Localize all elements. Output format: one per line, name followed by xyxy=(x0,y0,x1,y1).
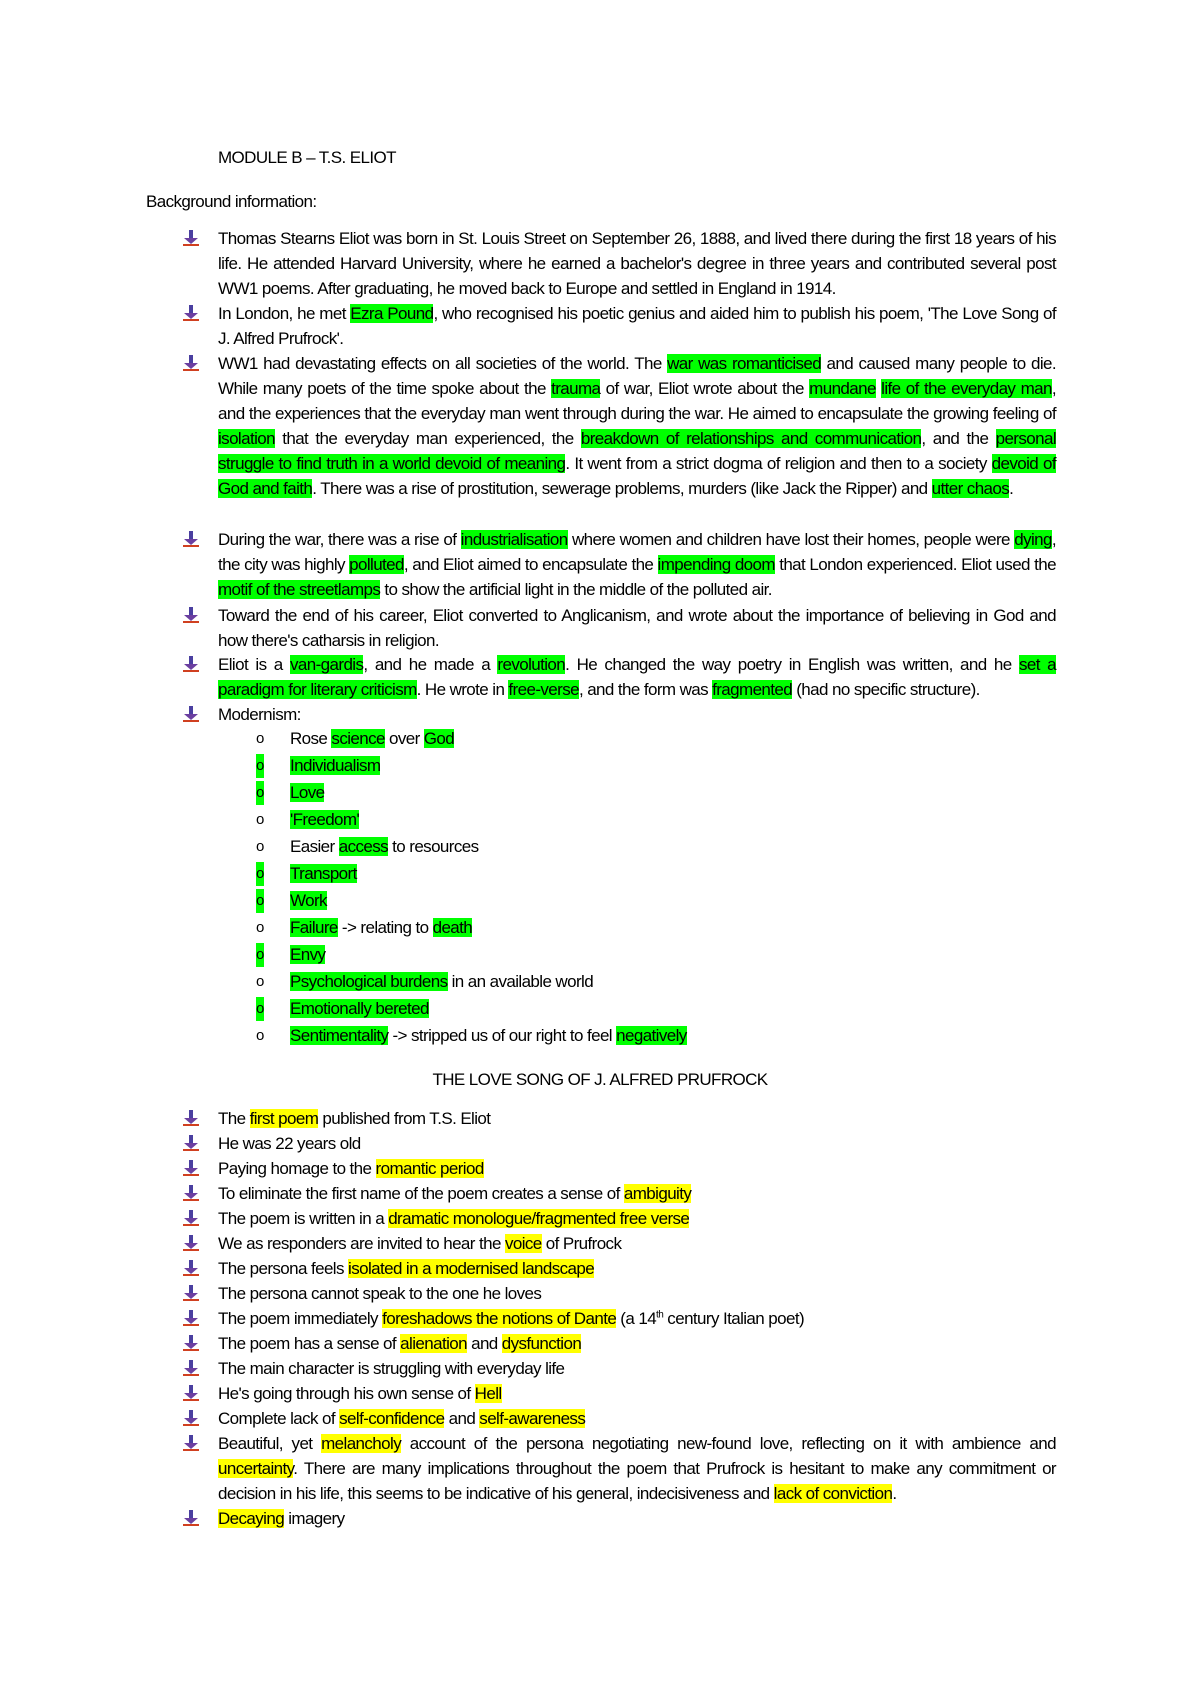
bullet-item xyxy=(218,1356,1056,1381)
highlight-green: polluted xyxy=(349,555,404,574)
highlight-green: Failure xyxy=(290,918,338,937)
highlight-yellow: isolated in a modernised landscape xyxy=(348,1259,595,1278)
bullet-item xyxy=(218,1231,1056,1256)
text-run: Eliot is a xyxy=(218,655,290,674)
highlight-green: death xyxy=(432,918,473,937)
sub-bullet-marker: o xyxy=(256,754,264,778)
modernism-item xyxy=(256,1024,687,1048)
text-run: that the everyday man experienced, the xyxy=(274,429,581,448)
bullet-item xyxy=(218,1306,1056,1331)
text-run: Paying homage to the xyxy=(218,1159,376,1178)
text-run: To eliminate the first name of the poem creates a sense of xyxy=(218,1184,624,1203)
highlight-green: negatively xyxy=(616,1026,687,1045)
highlight-green: 'Freedom' xyxy=(290,810,360,829)
modernism-item xyxy=(256,997,429,1021)
highlight-green: industrialisation xyxy=(460,530,568,549)
text-run: -> stripped us of our right to feel xyxy=(388,1026,617,1045)
highlight-yellow: dysfunction xyxy=(501,1334,582,1353)
highlight-green: Work xyxy=(290,891,327,910)
text-run: , and the form was xyxy=(578,680,713,699)
text-run: WW1 had devastating effects on all societies of the world. The xyxy=(218,354,668,373)
text-run: over xyxy=(384,729,424,748)
bullet-item xyxy=(218,351,1056,501)
text-run: , the city was highly xyxy=(218,530,1056,574)
arrow-bullet-icon xyxy=(182,1409,200,1427)
text-run: Modernism: xyxy=(218,705,301,724)
arrow-bullet-icon xyxy=(182,655,200,673)
text-run: Toward the end of his career, Eliot converted to Anglicanism, and wrote about the importance of believing in God and how there's catharsis in religion. xyxy=(218,606,1056,650)
sub-bullet-marker: o xyxy=(256,862,264,886)
arrow-bullet-icon xyxy=(182,1334,200,1352)
highlight-green: set a paradigm for literary criticism xyxy=(218,655,1057,699)
highlight-green: van-gardis xyxy=(290,655,364,674)
arrow-bullet-icon xyxy=(182,1284,200,1302)
text-run: The poem immediately xyxy=(218,1309,383,1328)
sub-bullet-marker: o xyxy=(256,781,264,805)
text-run: of Prufrock xyxy=(541,1234,622,1253)
bullet-item xyxy=(218,1156,1056,1181)
text-run: During the war, there was a rise of xyxy=(218,530,461,549)
text-run: The persona feels xyxy=(218,1259,349,1278)
text-run: Thomas Stearns Eliot was born in St. Louis Street on September 26, 1888, and lived there during the first 18 years of his life. He attended Harvard University, where he earned a bachelor's degree in three years and contributed several post WW1 poems. After graduating, he moved back to Europe and settled in England in 1914. xyxy=(218,229,1056,298)
modernism-item xyxy=(256,889,327,913)
modernism-item xyxy=(256,727,455,751)
highlight-yellow: voice xyxy=(504,1234,542,1253)
bullet-item xyxy=(218,1131,1056,1156)
arrow-bullet-icon xyxy=(182,1509,200,1527)
sub-bullet-marker: o xyxy=(256,1027,264,1044)
text-run: Rose xyxy=(290,729,332,748)
highlight-yellow: Hell xyxy=(474,1384,502,1403)
highlight-green: God xyxy=(423,729,455,748)
arrow-bullet-icon xyxy=(182,229,200,247)
highlight-green: Sentimentality xyxy=(290,1026,389,1045)
highlight-green: utter chaos xyxy=(931,479,1010,498)
text-run: Easier xyxy=(290,837,339,856)
superscript: th xyxy=(656,1309,664,1321)
bullet-item xyxy=(218,652,1056,702)
text-run: century Italian poet) xyxy=(663,1309,805,1328)
text-run: We as responders are invited to hear the xyxy=(218,1234,505,1253)
bullet-item xyxy=(218,1256,1056,1281)
highlight-green: Transport xyxy=(290,864,357,883)
text-run: (a 14 xyxy=(616,1309,657,1328)
text-run: . xyxy=(892,1484,897,1503)
text-run: imagery xyxy=(284,1509,345,1528)
text-run: . xyxy=(1009,479,1014,498)
bullet-item xyxy=(218,1281,1056,1306)
highlight-green: dying xyxy=(1014,530,1052,549)
highlight-yellow: lack of conviction xyxy=(773,1484,893,1503)
text-run: . There are many implications throughout the poem that Prufrock is hesitant to make any commitment or decision in his life, this seems to be indicative of his general, indecisiveness and xyxy=(218,1459,1056,1503)
text-run: to show the artificial light in the middle of the polluted air. xyxy=(380,580,772,599)
highlight-green: breakdown of relationships and communication xyxy=(580,429,922,448)
text-run: to resources xyxy=(388,837,479,856)
bullet-item xyxy=(218,1406,1056,1431)
bullet-item xyxy=(218,1106,1056,1131)
text-run: The poem has a sense of xyxy=(218,1334,401,1353)
modernism-item xyxy=(256,916,473,940)
bullet-item xyxy=(218,1431,1056,1506)
prufrock-section-title: THE LOVE SONG OF J. ALFRED PRUFROCK xyxy=(432,1070,768,1089)
highlight-yellow: self-confidence xyxy=(339,1409,445,1428)
text-run: Complete lack of xyxy=(218,1409,340,1428)
modernism-item xyxy=(256,781,325,805)
arrow-bullet-icon xyxy=(182,1184,200,1202)
text-run: (had no specific structure). xyxy=(792,680,980,699)
text-run: . He wrote in xyxy=(416,680,509,699)
text-run: , and the xyxy=(921,429,996,448)
highlight-green: science xyxy=(331,729,385,748)
bullet-item xyxy=(218,702,1056,727)
highlight-green: Emotionally bereted xyxy=(290,999,429,1018)
arrow-bullet-icon xyxy=(182,354,200,372)
bullet-item xyxy=(218,527,1056,602)
modernism-item xyxy=(256,970,594,994)
arrow-bullet-icon xyxy=(182,705,200,723)
sub-bullet-marker: o xyxy=(256,889,264,913)
highlight-green: revolution xyxy=(497,655,566,674)
modernism-item xyxy=(256,754,381,778)
highlight-yellow: foreshadows the notions of Dante xyxy=(382,1309,617,1328)
highlight-green: life of the everyday man xyxy=(881,379,1052,398)
highlight-green: Ezra Pound xyxy=(350,304,434,323)
text-run: . There was a rise of prostitution, sewerage problems, murders (like Jack the Ripper) and xyxy=(312,479,932,498)
highlight-yellow: first poem xyxy=(249,1109,319,1128)
bullet-item xyxy=(218,1331,1056,1356)
text-run: Beautiful, yet xyxy=(218,1434,322,1453)
text-run: and caused many people to die. While many poets of the time spoke about the xyxy=(218,354,1056,398)
text-run: where women and children have lost their homes, people were xyxy=(567,530,1015,549)
highlight-green: impending doom xyxy=(657,555,775,574)
highlight-green: mundane xyxy=(809,379,876,398)
text-run: . He changed the way poetry in English was written, and he xyxy=(565,655,1019,674)
text-run: He was 22 years old xyxy=(218,1134,361,1153)
highlight-green: devoid of God and faith xyxy=(218,454,1056,498)
page-title: MODULE B – T.S. ELIOT xyxy=(218,148,396,167)
text-run: published from T.S. Eliot xyxy=(318,1109,491,1128)
arrow-bullet-icon xyxy=(182,1109,200,1127)
bullet-item xyxy=(218,1506,1056,1531)
highlight-green: isolation xyxy=(218,429,275,448)
arrow-bullet-icon xyxy=(182,304,200,322)
highlight-yellow: Decaying xyxy=(218,1509,285,1528)
sub-bullet-marker: o xyxy=(256,838,264,855)
highlight-yellow: ambiguity xyxy=(623,1184,692,1203)
text-run: and xyxy=(466,1334,502,1353)
text-run: , and the experiences that the everyday man went through during the war. He aimed to encapsulate the growing feeling of xyxy=(218,379,1057,423)
highlight-yellow: uncertainty xyxy=(218,1459,294,1478)
text-run: The poem is written in a xyxy=(218,1209,389,1228)
sub-bullet-marker: o xyxy=(256,943,264,967)
text-run: account of the persona negotiating new-found love, reflecting on it with ambience and xyxy=(401,1434,1056,1453)
arrow-bullet-icon xyxy=(182,1359,200,1377)
highlight-green: Individualism xyxy=(290,756,381,775)
arrow-bullet-icon xyxy=(182,1384,200,1402)
text-run: , and Eliot aimed to encapsulate the xyxy=(403,555,658,574)
highlight-green: Psychological burdens xyxy=(290,972,448,991)
text-run: The main character is struggling with everyday life xyxy=(218,1359,565,1378)
arrow-bullet-icon xyxy=(182,1134,200,1152)
highlight-yellow: self-awareness xyxy=(479,1409,586,1428)
text-run: , and he made a xyxy=(363,655,498,674)
highlight-green: free-verse xyxy=(508,680,579,699)
bullet-item xyxy=(218,603,1056,653)
sub-bullet-marker: o xyxy=(256,973,264,990)
arrow-bullet-icon xyxy=(182,1259,200,1277)
bullet-item xyxy=(218,226,1056,301)
sub-bullet-marker: o xyxy=(256,919,264,936)
highlight-green: personal struggle to find truth in a world devoid of meaning xyxy=(218,429,1057,473)
highlight-green: war was romanticised xyxy=(667,354,822,373)
bullet-item xyxy=(218,1181,1056,1206)
text-run: and xyxy=(444,1409,480,1428)
highlight-green: Envy xyxy=(290,945,326,964)
highlight-green: trauma xyxy=(551,379,601,398)
sub-bullet-marker: o xyxy=(256,997,264,1021)
modernism-item xyxy=(256,808,360,832)
text-run: He's going through his own sense of xyxy=(218,1384,475,1403)
text-run: in an available world xyxy=(447,972,594,991)
text-run: , who recognised his poetic genius and aided him to publish his poem, 'The Love Song of J. Alfred Prufrock'. xyxy=(218,304,1056,348)
highlight-green: motif of the streetlamps xyxy=(218,580,381,599)
arrow-bullet-icon xyxy=(182,1434,200,1452)
bullet-item xyxy=(218,301,1056,351)
text-run: . It went from a strict dogma of religion and then to a society xyxy=(565,454,992,473)
highlight-yellow: melancholy xyxy=(321,1434,402,1453)
sub-bullet-marker: o xyxy=(256,811,264,828)
modernism-item xyxy=(256,943,326,967)
highlight-green: Love xyxy=(290,783,325,802)
text-run: The persona cannot speak to the one he loves xyxy=(218,1284,542,1303)
text-run: The xyxy=(218,1109,250,1128)
sub-bullet-marker: o xyxy=(256,730,264,747)
arrow-bullet-icon xyxy=(182,1234,200,1252)
highlight-yellow: romantic period xyxy=(375,1159,484,1178)
highlight-green: access xyxy=(338,837,389,856)
highlight-yellow: dramatic monologue/fragmented free verse xyxy=(388,1209,690,1228)
modernism-item xyxy=(256,862,357,886)
text-run: In London, he met xyxy=(218,304,351,323)
text-run: of war, Eliot wrote about the xyxy=(600,379,810,398)
highlight-green: fragmented xyxy=(712,680,793,699)
modernism-item xyxy=(256,835,479,859)
arrow-bullet-icon xyxy=(182,606,200,624)
text-run: -> relating to xyxy=(337,918,433,937)
bullet-item xyxy=(218,1381,1056,1406)
arrow-bullet-icon xyxy=(182,1209,200,1227)
bullet-item xyxy=(218,1206,1056,1231)
arrow-bullet-icon xyxy=(182,1309,200,1327)
arrow-bullet-icon xyxy=(182,530,200,548)
highlight-yellow: alienation xyxy=(400,1334,467,1353)
arrow-bullet-icon xyxy=(182,1159,200,1177)
background-heading: Background information: xyxy=(146,192,317,211)
text-run: that London experienced. Eliot used the xyxy=(774,555,1056,574)
